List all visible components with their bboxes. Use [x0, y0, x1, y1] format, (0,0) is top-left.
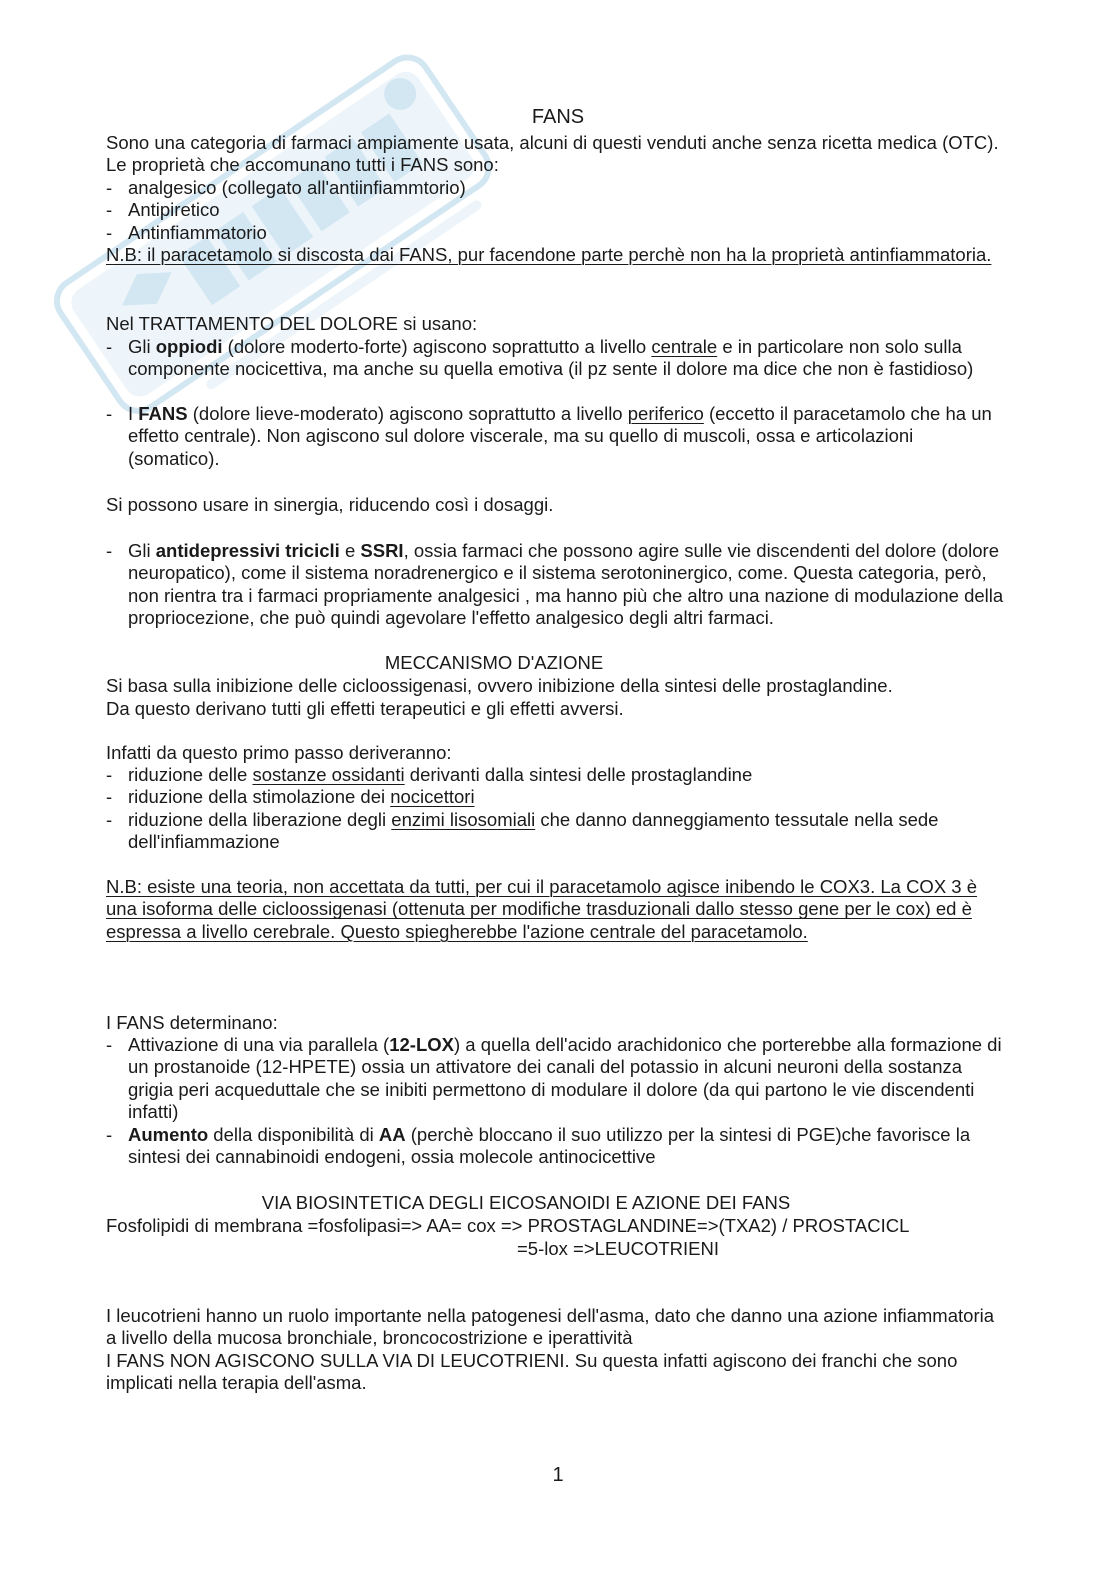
- property-item: - Antinfiammatorio: [106, 222, 1006, 244]
- property-item: - Antipiretico: [106, 199, 1006, 221]
- antidepressants-item: - Gli antidepressivi tricicli e SSRI, ossia farmaci che possono agire sulle vie discendenti del dolore (dolore neuropatico), come il sistema noradrenergico e il sistema serotoninergico, come. Questa categoria, però, non rientra tra i farmaci propriamente analgesici , ma hanno più che altro una nazione di modulazione della propriocezione, che può quindi agevolare l'effetto analgesico degli altri farmaci.: [106, 540, 1006, 630]
- effect-item-aa: - Aumento della disponibilità di AA (perchè bloccano il suo utilizzo per la sintesi di PGE)che favorisce la sintesi dei cannabinoidi endogeni, ossia molecole antinocicettive: [106, 1124, 1006, 1169]
- mechanism-line-1: Si basa sulla inibizione delle cicloossigenasi, ovvero inibizione della sintesi delle prostaglandine.: [106, 675, 893, 696]
- mechanism-heading: MECCANISMO D'AZIONE: [384, 652, 604, 673]
- pathway-line-1: Fosfolipidi di membrana =fosfolipasi=> AA= cox => PROSTAGLANDINE=>(TXA2) / PROSTACICL: [106, 1215, 910, 1236]
- synergy-paragraph: Si possono usare in sinergia, riducendo così i dosaggi.: [106, 494, 554, 515]
- consequence-item: - riduzione delle sostanze ossidanti derivanti dalla sintesi delle prostaglandine: [106, 764, 1006, 786]
- effects-intro: I FANS determinano:: [106, 1012, 278, 1033]
- consequences-intro: Infatti da questo primo passo deriveranno:: [106, 742, 452, 763]
- opioids-item: - Gli oppiodi (dolore moderto-forte) agiscono soprattutto a livello centrale e in particolare non solo sulla componente nocicettiva, ma anche su quella emotiva (il pz sente il dolore ma dice che non è fastidioso): [106, 336, 1006, 403]
- consequence-item: - riduzione della stimolazione dei nocicettori: [106, 786, 1006, 808]
- pathway-heading: VIA BIOSINTETICA DEGLI EICOSANOIDI E AZIONE DEI FANS: [261, 1192, 791, 1213]
- paracetamol-note: N.B: il paracetamolo si discosta dai FANS, pur facendone parte perchè non ha la proprietà antinfiammatoria.: [106, 244, 992, 265]
- property-item: - analgesico (collegato all'antiinfiammtorio): [106, 177, 1006, 199]
- page-title: FANS: [531, 106, 585, 128]
- antidepressants-list: [106, 540, 1006, 630]
- cox3-note: N.B: esiste una teoria, non accettata da tutti, per cui il paracetamolo agisce inibendo le COX3. La COX 3 è una isoforma delle cicloossigenasi (ottenuta per modifiche trasduzionali dallo stesso gene per le cox) ed è espressa a livello cerebrale. Questo spiegherebbe l'azione centrale del paracetamolo.: [106, 876, 978, 942]
- pathway-line-2: =5-lox =>LEUCOTRIENI: [516, 1238, 720, 1259]
- pain-heading: Nel TRATTAMENTO DEL DOLORE si usano:: [106, 313, 478, 334]
- consequence-item: - riduzione della liberazione degli enzimi lisosomiali che danno danneggiamento tessutale nella sede dell'infiammazione: [106, 809, 1006, 854]
- leukotrienes-paragraph: I leucotrieni hanno un ruolo importante nella patogenesi dell'asma, dato che danno una azione infiammatoria a livello della mucosa bronchiale, broncocostrizione e iperattività: [106, 1305, 994, 1349]
- effects-list: [106, 1034, 1006, 1168]
- effect-item-12lox: - Attivazione di una via parallela (12-LOX) a quella dell'acido arachidonico che porterebbe alla formazione di un prostanoide (12-HPETE) ossia un attivatore dei canali del potassio in alcuni neuroni della sostanza grigia peri acqueduttale che se inibiti permettono di modulare il dolore (da qui partono le vie discendenti infatti): [106, 1034, 1006, 1124]
- consequences-list: [106, 764, 1006, 854]
- pain-treatment-list: [106, 336, 1006, 470]
- fans-item: - I FANS (dolore lieve-moderato) agiscono soprattutto a livello periferico (eccetto il paracetamolo che ha un effetto centrale). Non agiscono sul dolore viscerale, ma su quello di muscoli, ossa e articolazioni (somatico).: [106, 403, 1006, 470]
- mechanism-line-2: Da questo derivano tutti gli effetti terapeutici e gli effetti avversi.: [106, 698, 624, 719]
- properties-list: [106, 177, 1006, 244]
- fans-leukotrienes-paragraph: I FANS NON AGISCONO SULLA VIA DI LEUCOTRIENI. Su questa infatti agiscono dei franchi che sono implicati nella terapia dell'asma.: [106, 1350, 958, 1394]
- intro-paragraph: Sono una categoria di farmaci ampiamente usata, alcuni di questi venduti anche senza ricetta medica (OTC). Le proprietà che accomunano tutti i FANS sono:: [106, 132, 999, 176]
- page-number: 1: [552, 1464, 564, 1486]
